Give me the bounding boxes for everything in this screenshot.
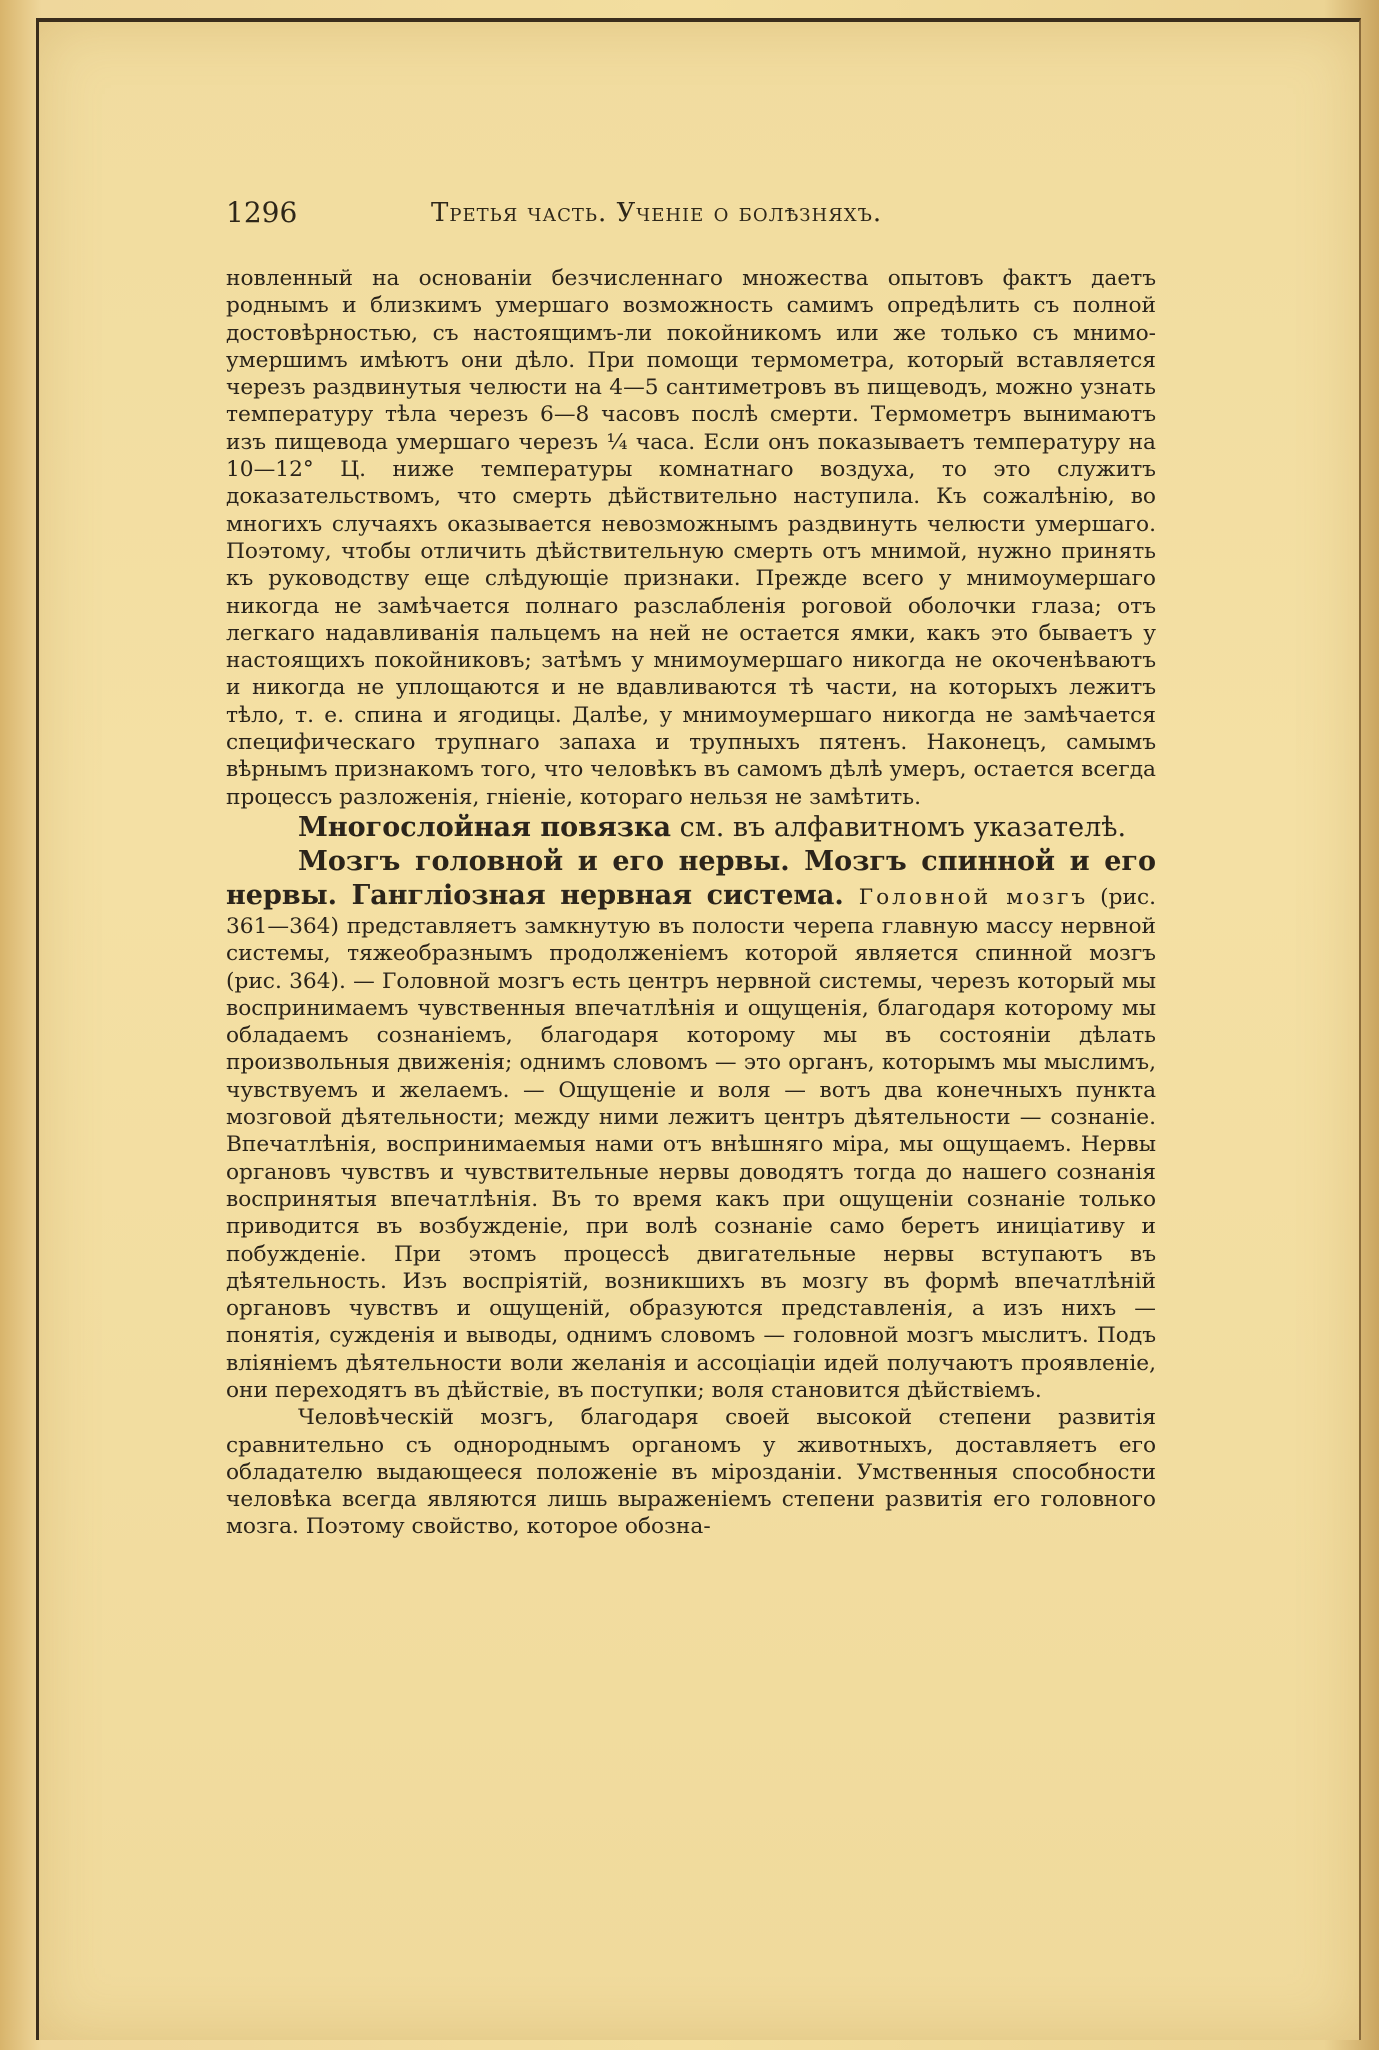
entry-brain-lead: Головной мозгъ: [843, 884, 1089, 910]
paragraph-continuation: новленный на основаніи безчисленнаго множества опытовъ фактъ даетъ роднымъ и близкимъ умершаго возможность самимъ опредѣлить съ полной достовѣрностью, съ настоящимъ-ли покойникомъ или же только съ мнимо-умершимъ имѣютъ они дѣло. При помощи термометра, который вставляется черезъ раздвинутыя челюсти на 4—5 сантиметровъ въ пищеводъ, можно узнать температуру тѣла черезъ 6—8 часовъ послѣ смерти. Термометръ вынимаютъ изъ пищевода умершаго черезъ ¼ часа. Если онъ показываетъ температуру на 10—12° Ц. ниже температуры комнатнаго воздуха, то это служитъ доказательствомъ, что смерть дѣйствительно наступила. Къ сожалѣнію, во многихъ случаяхъ оказывается невозможнымъ раздвинуть челюсти умершаго. Поэтому, чтобы отличить дѣйствительную смерть отъ мнимой, нужно принять къ руководству еще слѣдующіе признаки. Прежде всего у мнимоумершаго никогда не замѣчается полнаго разслабленія роговой оболочки глаза; отъ легкаго надавливанія пальцемъ на ней не остается ямки, какъ это бываетъ у настоящихъ покойниковъ; затѣмъ у мнимоумершаго никогда не окоченѣваютъ и никогда не уплощаются и не вдавливаются тѣ части, на которыхъ лежитъ тѣло, т. е. спина и ягодицы. Далѣе, у мнимоумершаго никогда не замѣчается специфическаго трупнаго запаха и трупныхъ пятенъ. Наконецъ, самымъ вѣрнымъ признакомъ того, что человѣкъ въ самомъ дѣлѣ умеръ, остается всегда процессъ разложенія, гніеніе, котораго нельзя не замѣтить.: [226, 266, 1156, 810]
paragraph-human-brain: Человѣческій мозгъ, благодаря своей высокой степени развитія сравнительно съ однороднымъ органомъ у животныхъ, доставляетъ его обладателю выдающееся положеніе въ мірозданіи. Умственныя способности человѣка всегда являются лишь выраженіемъ степени развитія его головного мозга. Поэтому свойство, которое обозна-: [226, 1405, 1156, 1540]
entry-bandage: [226, 811, 1156, 845]
page-number: 1296: [226, 196, 298, 229]
entry-bandage-text: см. въ алфавитномъ указателѣ.: [671, 811, 1127, 843]
running-title: Третья часть. Ученіе о болѣзняхъ.: [431, 198, 883, 228]
entry-brain-text: (рис. 361—364) представляетъ замкнутую въ полости черепа главную массу нервной системы, тяжеобразнымъ продолженіемъ которой является спинной мозгъ (рис. 364). — Головной мозгъ есть центръ нервной системы, черезъ который мы воспринимаемъ чувственныя впечатлѣнія и ощущенія, благодаря которому мы обладаемъ сознаніемъ, благодаря которому мы въ состояніи дѣлать произвольныя движенія; однимъ словомъ — это органъ, которымъ мы мыслимъ, чувствуемъ и желаемъ. — Ощущеніе и воля — вотъ два конечныхъ пункта мозговой дѣятельности; между ними лежитъ центръ дѣятельности — сознаніе. Впечатлѣнія, воспринимаемыя нами отъ внѣшняго міра, мы ощущаемъ. Нервы органовъ чувствъ и чувствительные нервы доводятъ тогда до нашего сознанія воспринятыя впечатлѣнія. Въ то время какъ при ощущеніи сознаніе только приводится въ возбужденіе, при волѣ сознаніе само беретъ иниціативу и побужденіе. При этомъ процессѣ двигательные нервы вступаютъ въ дѣятельность. Изъ воспріятій, возникшихъ въ мозгу въ формѣ впечатлѣній органовъ чувствъ и ощущеній, образуются представленія, а изъ нихъ — понятія, сужденія и выводы, однимъ словомъ — головной мозгъ мыслитъ. Подъ вліяніемъ дѣятельности воли желанія и ассоціаціи идей получаютъ проявленіе, они переходятъ въ дѣйствіе, въ поступки; воля становится дѣйствіемъ.: [226, 884, 1156, 1403]
body-text: [226, 265, 1156, 1541]
entry-bandage-term: Многослойная повязка: [298, 811, 672, 843]
entry-brain: [226, 845, 1156, 1404]
running-header: [226, 196, 1156, 232]
entry-brain-term: Мозгъ головной и его нервы. Мозгъ спинной и его нервы. Ганглiозная нервная система.: [226, 845, 1156, 911]
